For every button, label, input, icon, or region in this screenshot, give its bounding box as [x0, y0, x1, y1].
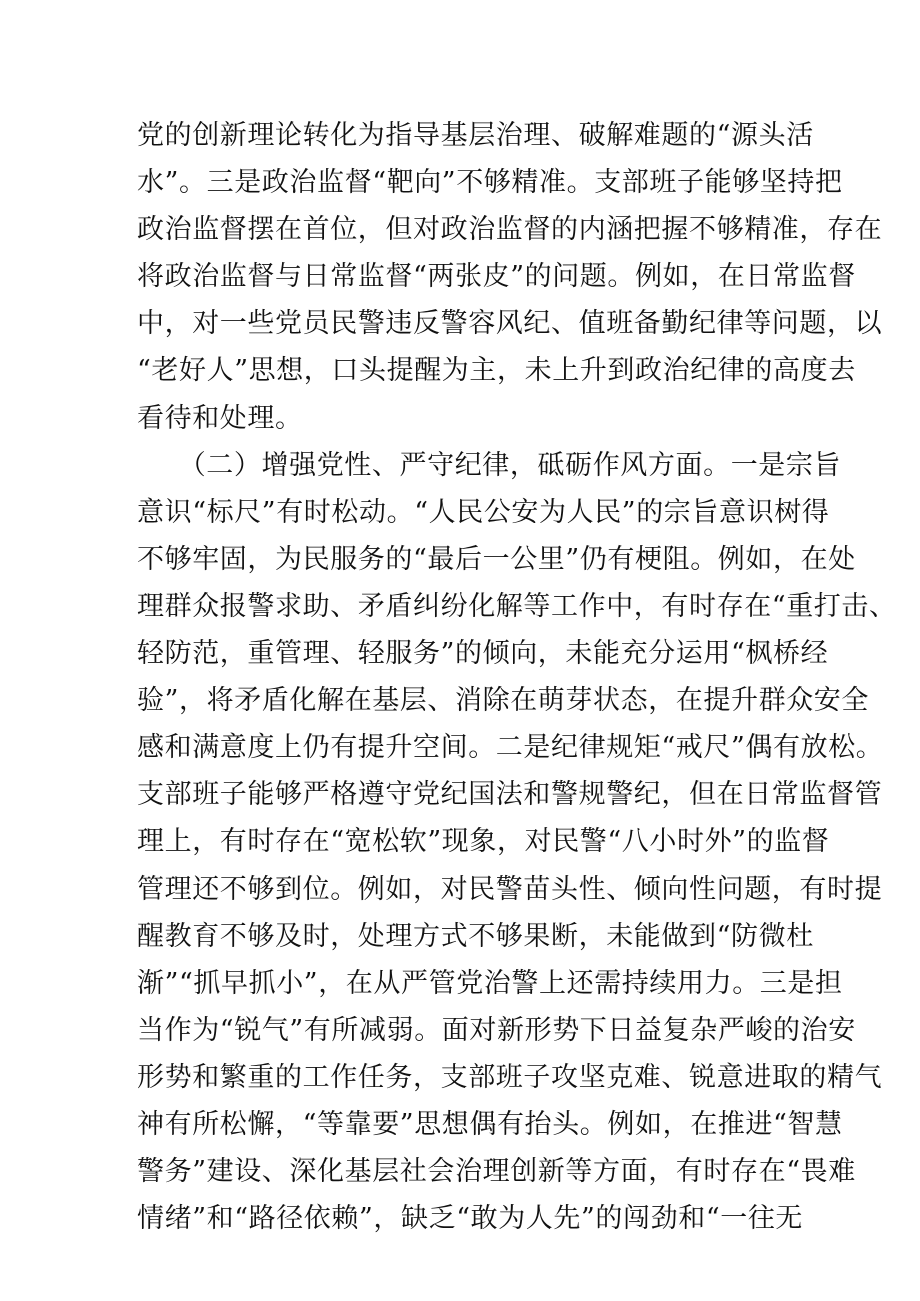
text-line: 情绪”和“路径依赖”，缺乏“敢为人先”的闯劲和“一往无 [137, 1203, 804, 1235]
text-line: 中，对一些党员民警违反警容风纪、值班备勤纪律等问题，以 [137, 308, 883, 340]
text-line: 验”，将矛盾化解在基层、消除在萌芽状态，在提升群众安全 [137, 685, 870, 717]
text-line: “老好人”思想，口头提醒为主，未上升到政治纪律的高度去 [137, 355, 856, 387]
text-line: 管理还不够到位。例如，对民警苗头性、倾向性问题，有时提 [137, 873, 883, 905]
text-line: 政治监督摆在首位，但对政治监督的内涵把握不够精准，存在 [137, 214, 883, 246]
paragraph-start-line: （二）增强党性、严守纪律，砥砺作风方面。一是宗旨 [137, 449, 842, 481]
text-line: 理上，有时存在“宽松软”现象，对民警“八小时外”的监督 [137, 826, 830, 858]
text-line: 渐”“抓早抓小”，在从严管党治警上还需持续用力。三是担 [137, 967, 843, 999]
text-line: 将政治监督与日常监督“两张皮”的问题。例如，在日常监督 [137, 261, 856, 293]
text-line: 当作为“锐气”有所减弱。面对新形势下日益复杂严峻的治安 [137, 1014, 856, 1046]
text-line: 轻防范，重管理、轻服务”的倾向，未能充分运用“枫桥经 [137, 638, 829, 670]
body-text [137, 112, 897, 1242]
text-line: 党的创新理论转化为指导基层治理、破解难题的“源头活 [137, 120, 814, 151]
text-line: 醒教育不够及时，处理方式不够果断，未能做到“防微杜 [137, 920, 814, 952]
text-line: 警务”建设、深化基层社会治理创新等方面，有时存在“畏难 [137, 1156, 856, 1188]
text-line: 意识“标尺”有时松动。“人民公安为人民”的宗旨意识树得 [137, 496, 830, 528]
text-line: 形势和繁重的工作任务，支部班子攻坚克难、锐意进取的精气 [137, 1061, 883, 1093]
text-line: 感和满意度上仍有提升空间。二是纪律规矩“戒尺”偶有放松。 [137, 732, 884, 764]
text-line: 水”。三是政治监督“靶向”不够精准。支部班子能够坚持把 [137, 167, 843, 199]
text-line: 理群众报警求助、矛盾纠纷化解等工作中，有时存在“重打击、 [137, 590, 897, 622]
text-line: 不够牢固，为民服务的“最后一公里”仍有梗阻。例如，在处 [137, 543, 856, 575]
text-line: 神有所松懈，“等靠要”思想偶有抬头。例如，在推进“智慧 [137, 1108, 843, 1140]
text-line: 看待和处理。 [137, 402, 303, 434]
text-line: 支部班子能够严格遵守党纪国法和警规警纪，但在日常监督管 [137, 779, 883, 811]
